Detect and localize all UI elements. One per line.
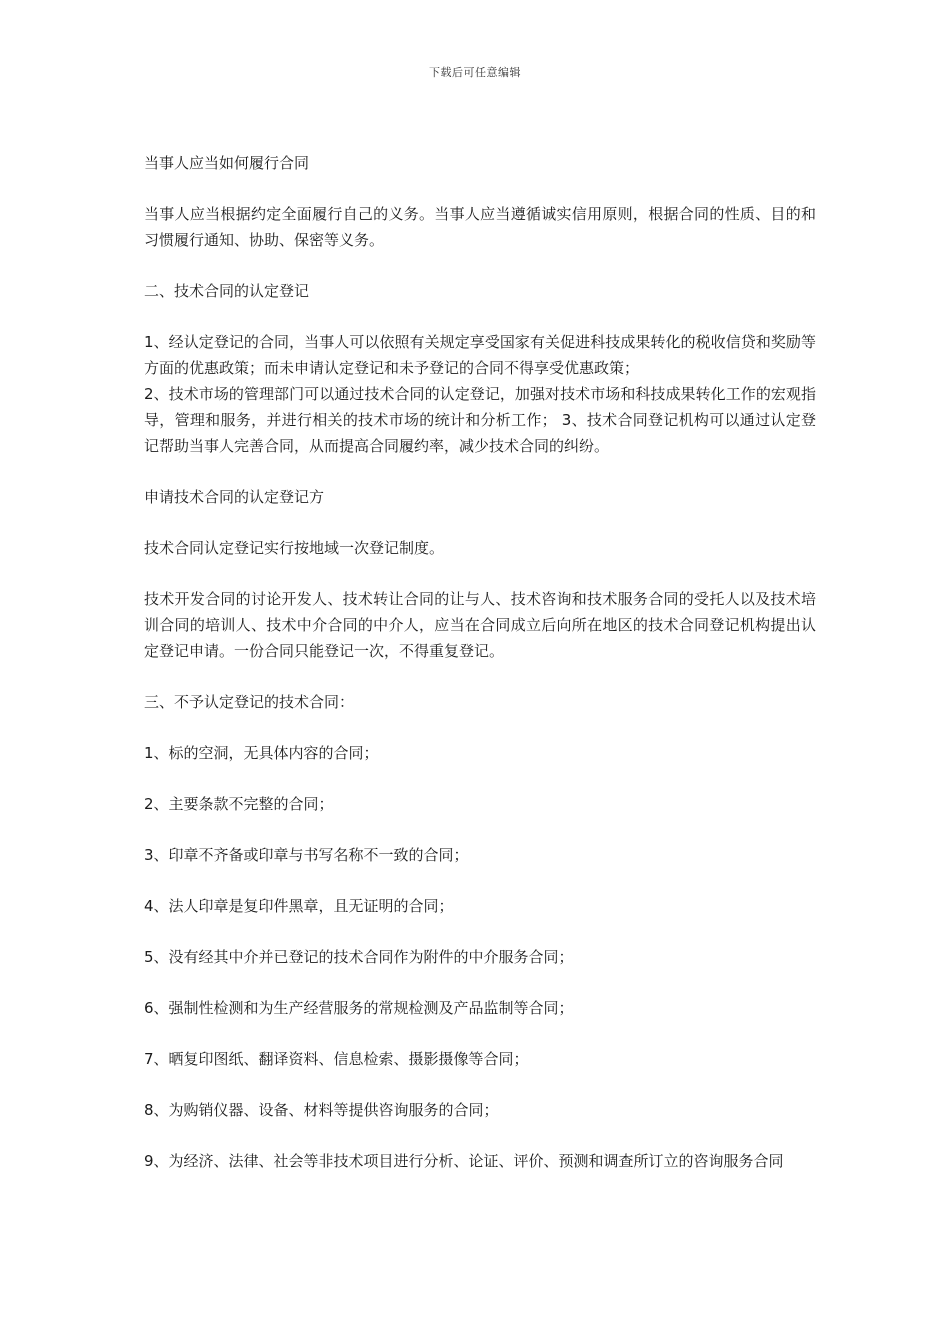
page-header-note: 下载后可任意编辑 xyxy=(429,66,521,79)
paragraph-application-parties: 技术开发合同的讨论开发人、技术转让合同的让与人、技术咨询和技术服务合同的受托人以及技术培训合同的培训人、技术中介合同的中介人，应当在合同成立后向所在地区的技术合同登记机构提出认定登记申请。一份合同只能登记一次，不得重复登记。 xyxy=(144,590,816,660)
list-item: 7、晒复印图纸、翻译资料、信息检索、摄影摄像等合同； xyxy=(144,1050,529,1068)
paragraph-registration-benefits: 1、经认定登记的合同，当事人可以依照有关规定享受国家有关促进科技成果转化的税收信贷和奖励等方面的优惠政策；而未申请认定登记和未予登记的合同不得享受优惠政策； xyxy=(144,333,816,377)
list-item: 3、印章不齐备或印章与书写名称不一致的合同； xyxy=(144,846,469,864)
section-heading-application: 申请技术合同的认定登记方 xyxy=(144,488,325,506)
list-item: 9、为经济、法律、社会等非技术项目进行分析、论证、评价、预测和调查所订立的咨询服务合同 xyxy=(144,1152,784,1170)
section-heading-not-registered: 三、不予认定登记的技术合同： xyxy=(144,693,355,711)
document-title: 当事人应当如何履行合同 xyxy=(144,154,310,172)
section-heading-registration: 二、技术合同的认定登记 xyxy=(144,282,310,300)
list-item: 6、强制性检测和为生产经营服务的常规检测及产品监制等合同； xyxy=(144,999,574,1017)
list-item: 2、主要条款不完整的合同； xyxy=(144,795,334,813)
paragraph-performance-obligations: 当事人应当根据约定全面履行自己的义务。当事人应当遵循诚实信用原则，根据合同的性质、目的和习惯履行通知、协助、保密等义务。 xyxy=(144,205,816,249)
paragraph-registration-system: 技术合同认定登记实行按地域一次登记制度。 xyxy=(144,539,445,557)
document-body xyxy=(144,150,816,1199)
list-item: 1、标的空洞，无具体内容的合同； xyxy=(144,744,379,762)
list-item: 4、法人印章是复印件黑章，且无证明的合同； xyxy=(144,897,454,915)
list-item: 5、没有经其中介并已登记的技术合同作为附件的中介服务合同； xyxy=(144,948,574,966)
paragraph-registration-management: 2、技术市场的管理部门可以通过技术合同的认定登记，加强对技术市场和科技成果转化工作的宏观指导，管理和服务，并进行相关的技术市场的统计和分析工作； 3、技术合同登记机构可以通过认定登记帮助当事人完善合同，从而提高合同履约率，减少技术合同的纠纷。 xyxy=(144,385,816,455)
list-item: 8、为购销仪器、设备、材料等提供咨询服务的合同； xyxy=(144,1101,499,1119)
